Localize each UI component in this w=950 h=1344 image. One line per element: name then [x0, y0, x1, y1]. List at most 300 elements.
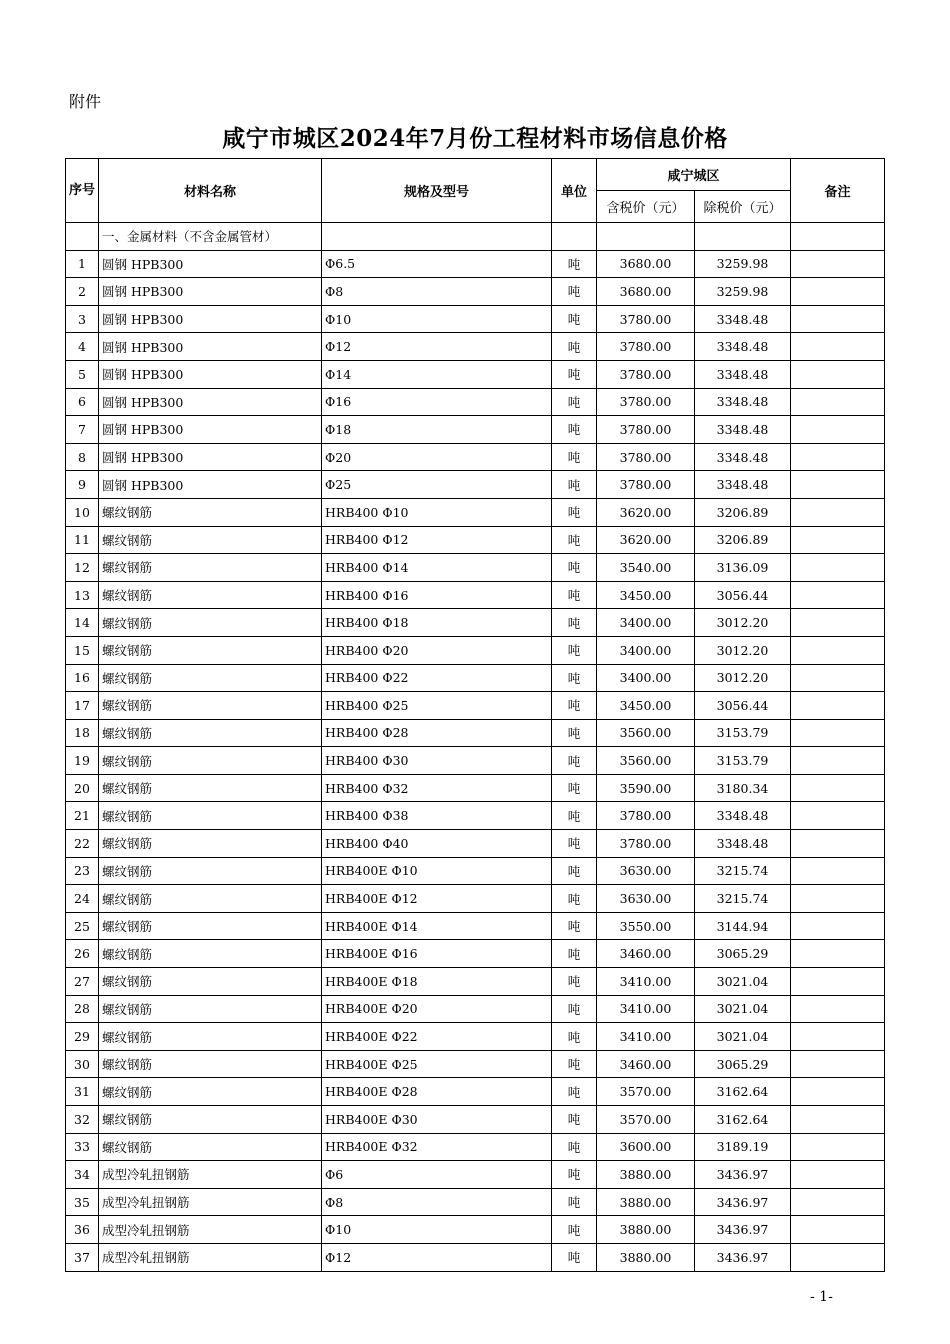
price-notax-cell: 3162.64 [695, 1078, 791, 1106]
price-tax-cell: 3590.00 [597, 774, 695, 802]
unit-cell: 吨 [552, 1106, 597, 1134]
material-name-cell: 螺纹钢筋 [99, 1106, 322, 1134]
spec-cell: HRB400 Φ40 [322, 830, 552, 858]
material-name-cell: 螺纹钢筋 [99, 1078, 322, 1106]
category-empty-cell [791, 223, 885, 251]
table-row [66, 940, 885, 968]
seq-cell: 11 [66, 526, 99, 554]
seq-cell: 7 [66, 416, 99, 444]
table-row [66, 830, 885, 858]
price-tax-cell: 3460.00 [597, 940, 695, 968]
unit-cell: 吨 [552, 802, 597, 830]
seq-cell: 1 [66, 250, 99, 278]
seq-cell: 3 [66, 305, 99, 333]
material-name-cell: 螺纹钢筋 [99, 774, 322, 802]
spec-cell: HRB400 Φ28 [322, 719, 552, 747]
material-name-cell: 螺纹钢筋 [99, 526, 322, 554]
unit-cell: 吨 [552, 940, 597, 968]
price-notax-cell: 3162.64 [695, 1106, 791, 1134]
material-name-cell: 螺纹钢筋 [99, 554, 322, 582]
price-notax-cell: 3348.48 [695, 802, 791, 830]
remark-cell [791, 305, 885, 333]
price-tax-cell: 3780.00 [597, 416, 695, 444]
price-tax-cell: 3880.00 [597, 1216, 695, 1244]
seq-cell: 24 [66, 885, 99, 913]
price-notax-cell: 3348.48 [695, 830, 791, 858]
unit-cell: 吨 [552, 554, 597, 582]
table-row [66, 498, 885, 526]
spec-cell: Φ12 [322, 333, 552, 361]
price-tax-cell: 3880.00 [597, 1243, 695, 1271]
spec-cell: HRB400 Φ25 [322, 692, 552, 720]
spec-cell: HRB400E Φ18 [322, 968, 552, 996]
price-tax-cell: 3410.00 [597, 1023, 695, 1051]
table-row [66, 554, 885, 582]
price-notax-cell: 3348.48 [695, 388, 791, 416]
spec-cell: Φ25 [322, 471, 552, 499]
table-row [66, 305, 885, 333]
remark-cell [791, 250, 885, 278]
table-row [66, 443, 885, 471]
remark-cell [791, 912, 885, 940]
seq-cell: 8 [66, 443, 99, 471]
seq-cell: 25 [66, 912, 99, 940]
price-notax-cell: 3215.74 [695, 885, 791, 913]
seq-cell: 26 [66, 940, 99, 968]
price-tax-cell: 3400.00 [597, 664, 695, 692]
spec-cell: Φ6 [322, 1161, 552, 1189]
category-empty-cell [695, 223, 791, 251]
price-tax-cell: 3400.00 [597, 636, 695, 664]
seq-cell: 20 [66, 774, 99, 802]
material-name-cell: 螺纹钢筋 [99, 830, 322, 858]
seq-cell: 2 [66, 278, 99, 306]
unit-cell: 吨 [552, 250, 597, 278]
spec-cell: HRB400E Φ10 [322, 857, 552, 885]
spec-cell: Φ14 [322, 360, 552, 388]
unit-cell: 吨 [552, 995, 597, 1023]
spec-cell: HRB400E Φ28 [322, 1078, 552, 1106]
table-row [66, 1133, 885, 1161]
price-tax-cell: 3600.00 [597, 1133, 695, 1161]
remark-cell [791, 692, 885, 720]
price-notax-cell: 3259.98 [695, 250, 791, 278]
remark-cell [791, 388, 885, 416]
remark-cell [791, 581, 885, 609]
price-tax-cell: 3450.00 [597, 581, 695, 609]
price-tax-cell: 3680.00 [597, 250, 695, 278]
table-row [66, 692, 885, 720]
table-row [66, 360, 885, 388]
spec-cell: HRB400E Φ25 [322, 1050, 552, 1078]
unit-cell: 吨 [552, 1133, 597, 1161]
material-name-cell: 螺纹钢筋 [99, 968, 322, 996]
spec-cell: HRB400E Φ14 [322, 912, 552, 940]
price-tax-cell: 3880.00 [597, 1188, 695, 1216]
price-tax-cell: 3780.00 [597, 360, 695, 388]
price-notax-cell: 3144.94 [695, 912, 791, 940]
unit-cell: 吨 [552, 664, 597, 692]
unit-cell: 吨 [552, 885, 597, 913]
unit-cell: 吨 [552, 498, 597, 526]
unit-cell: 吨 [552, 636, 597, 664]
material-name-cell: 螺纹钢筋 [99, 664, 322, 692]
spec-cell: HRB400 Φ22 [322, 664, 552, 692]
price-tax-cell: 3880.00 [597, 1161, 695, 1189]
seq-cell: 16 [66, 664, 99, 692]
unit-cell: 吨 [552, 1243, 597, 1271]
price-notax-cell: 3153.79 [695, 747, 791, 775]
material-name-cell: 成型冷轧扭钢筋 [99, 1161, 322, 1189]
table-row [66, 1188, 885, 1216]
seq-cell: 33 [66, 1133, 99, 1161]
table-row [66, 636, 885, 664]
material-name-cell: 螺纹钢筋 [99, 609, 322, 637]
unit-cell: 吨 [552, 912, 597, 940]
seq-cell: 14 [66, 609, 99, 637]
seq-cell: 31 [66, 1078, 99, 1106]
table-row [66, 388, 885, 416]
seq-cell: 19 [66, 747, 99, 775]
price-notax-cell: 3189.19 [695, 1133, 791, 1161]
remark-cell [791, 554, 885, 582]
material-name-cell: 圆钢 HPB300 [99, 416, 322, 444]
table-row [66, 664, 885, 692]
remark-cell [791, 774, 885, 802]
remark-cell [791, 1050, 885, 1078]
price-tax-cell: 3780.00 [597, 802, 695, 830]
spec-cell: HRB400 Φ38 [322, 802, 552, 830]
remark-cell [791, 747, 885, 775]
header-remark: 备注 [791, 159, 885, 223]
table-row [66, 250, 885, 278]
material-name-cell: 成型冷轧扭钢筋 [99, 1216, 322, 1244]
remark-cell [791, 498, 885, 526]
material-name-cell: 螺纹钢筋 [99, 636, 322, 664]
remark-cell [791, 1161, 885, 1189]
table-row [66, 1050, 885, 1078]
unit-cell: 吨 [552, 1050, 597, 1078]
table-row [66, 912, 885, 940]
remark-cell [791, 360, 885, 388]
seq-cell: 15 [66, 636, 99, 664]
material-name-cell: 圆钢 HPB300 [99, 388, 322, 416]
table-row [66, 885, 885, 913]
document-title: 咸宁市城区2024年7月份工程材料市场信息价格 [222, 125, 728, 152]
spec-cell: Φ16 [322, 388, 552, 416]
spec-cell: HRB400E Φ30 [322, 1106, 552, 1134]
remark-cell [791, 1078, 885, 1106]
page-number: - 1- [810, 1289, 833, 1305]
seq-cell: 22 [66, 830, 99, 858]
material-name-cell: 成型冷轧扭钢筋 [99, 1188, 322, 1216]
category-row [66, 223, 885, 251]
table-row [66, 747, 885, 775]
price-notax-cell: 3180.34 [695, 774, 791, 802]
seq-cell: 10 [66, 498, 99, 526]
remark-cell [791, 885, 885, 913]
remark-cell [791, 940, 885, 968]
price-notax-cell: 3021.04 [695, 968, 791, 996]
header-spec: 规格及型号 [322, 159, 552, 223]
price-table [65, 158, 885, 1272]
unit-cell: 吨 [552, 1188, 597, 1216]
price-notax-cell: 3021.04 [695, 1023, 791, 1051]
header-seq: 序号 [66, 159, 99, 223]
remark-cell [791, 443, 885, 471]
price-notax-cell: 3348.48 [695, 416, 791, 444]
table-row [66, 1216, 885, 1244]
spec-cell: Φ8 [322, 1188, 552, 1216]
spec-cell: Φ10 [322, 1216, 552, 1244]
seq-cell: 32 [66, 1106, 99, 1134]
seq-cell: 27 [66, 968, 99, 996]
price-notax-cell: 3056.44 [695, 692, 791, 720]
seq-cell: 6 [66, 388, 99, 416]
material-name-cell: 成型冷轧扭钢筋 [99, 1243, 322, 1271]
spec-cell: Φ18 [322, 416, 552, 444]
spec-cell: Φ8 [322, 278, 552, 306]
table-row [66, 471, 885, 499]
price-notax-cell: 3436.97 [695, 1243, 791, 1271]
price-notax-cell: 3348.48 [695, 360, 791, 388]
seq-cell: 34 [66, 1161, 99, 1189]
remark-cell [791, 1106, 885, 1134]
material-name-cell: 圆钢 HPB300 [99, 360, 322, 388]
seq-cell: 9 [66, 471, 99, 499]
remark-cell [791, 333, 885, 361]
price-tax-cell: 3400.00 [597, 609, 695, 637]
price-notax-cell: 3065.29 [695, 940, 791, 968]
material-name-cell: 螺纹钢筋 [99, 857, 322, 885]
unit-cell: 吨 [552, 719, 597, 747]
table-row [66, 1078, 885, 1106]
table-row [66, 968, 885, 996]
seq-cell: 12 [66, 554, 99, 582]
price-notax-cell: 3348.48 [695, 333, 791, 361]
spec-cell: HRB400E Φ16 [322, 940, 552, 968]
seq-cell: 37 [66, 1243, 99, 1271]
unit-cell: 吨 [552, 609, 597, 637]
remark-cell [791, 802, 885, 830]
price-notax-cell: 3056.44 [695, 581, 791, 609]
table-row [66, 1243, 885, 1271]
unit-cell: 吨 [552, 968, 597, 996]
spec-cell: HRB400 Φ14 [322, 554, 552, 582]
seq-cell: 35 [66, 1188, 99, 1216]
material-name-cell: 圆钢 HPB300 [99, 443, 322, 471]
seq-cell: 28 [66, 995, 99, 1023]
spec-cell: Φ10 [322, 305, 552, 333]
price-notax-cell: 3436.97 [695, 1216, 791, 1244]
price-tax-cell: 3630.00 [597, 857, 695, 885]
remark-cell [791, 636, 885, 664]
seq-cell: 17 [66, 692, 99, 720]
table-row [66, 1161, 885, 1189]
material-name-cell: 螺纹钢筋 [99, 498, 322, 526]
seq-cell: 4 [66, 333, 99, 361]
remark-cell [791, 664, 885, 692]
material-name-cell: 螺纹钢筋 [99, 1133, 322, 1161]
unit-cell: 吨 [552, 747, 597, 775]
material-name-cell: 螺纹钢筋 [99, 912, 322, 940]
header-name: 材料名称 [99, 159, 322, 223]
material-name-cell: 圆钢 HPB300 [99, 471, 322, 499]
price-tax-cell: 3450.00 [597, 692, 695, 720]
unit-cell: 吨 [552, 333, 597, 361]
price-notax-cell: 3021.04 [695, 995, 791, 1023]
unit-cell: 吨 [552, 388, 597, 416]
price-notax-cell: 3348.48 [695, 305, 791, 333]
unit-cell: 吨 [552, 1078, 597, 1106]
remark-cell [791, 830, 885, 858]
remark-cell [791, 719, 885, 747]
price-tax-cell: 3780.00 [597, 388, 695, 416]
material-name-cell: 螺纹钢筋 [99, 885, 322, 913]
material-name-cell: 圆钢 HPB300 [99, 278, 322, 306]
seq-cell: 36 [66, 1216, 99, 1244]
table-row [66, 333, 885, 361]
price-notax-cell: 3348.48 [695, 471, 791, 499]
price-notax-cell: 3348.48 [695, 443, 791, 471]
price-tax-cell: 3410.00 [597, 968, 695, 996]
unit-cell: 吨 [552, 857, 597, 885]
material-name-cell: 螺纹钢筋 [99, 692, 322, 720]
spec-cell: HRB400E Φ32 [322, 1133, 552, 1161]
price-notax-cell: 3206.89 [695, 526, 791, 554]
seq-cell: 18 [66, 719, 99, 747]
price-notax-cell: 3259.98 [695, 278, 791, 306]
material-name-cell: 螺纹钢筋 [99, 1023, 322, 1051]
price-notax-cell: 3436.97 [695, 1188, 791, 1216]
price-notax-cell: 3436.97 [695, 1161, 791, 1189]
unit-cell: 吨 [552, 305, 597, 333]
header-region: 咸宁城区 [597, 159, 791, 191]
unit-cell: 吨 [552, 1023, 597, 1051]
attachment-label: 附件 [69, 92, 102, 111]
table-row [66, 581, 885, 609]
unit-cell: 吨 [552, 278, 597, 306]
spec-cell: Φ12 [322, 1243, 552, 1271]
unit-cell: 吨 [552, 360, 597, 388]
spec-cell: HRB400E Φ22 [322, 1023, 552, 1051]
spec-cell: HRB400 Φ12 [322, 526, 552, 554]
remark-cell [791, 968, 885, 996]
table-row [66, 1023, 885, 1051]
table-row [66, 774, 885, 802]
unit-cell: 吨 [552, 1161, 597, 1189]
unit-cell: 吨 [552, 526, 597, 554]
table-row [66, 802, 885, 830]
remark-cell [791, 857, 885, 885]
table-row [66, 278, 885, 306]
price-notax-cell: 3136.09 [695, 554, 791, 582]
header-price-notax: 除税价（元） [695, 191, 791, 223]
category-label: 一、金属材料（不含金属管材） [99, 223, 322, 251]
spec-cell: HRB400 Φ16 [322, 581, 552, 609]
table-row [66, 416, 885, 444]
price-tax-cell: 3540.00 [597, 554, 695, 582]
price-tax-cell: 3780.00 [597, 443, 695, 471]
price-notax-cell: 3153.79 [695, 719, 791, 747]
table-row [66, 995, 885, 1023]
price-tax-cell: 3560.00 [597, 719, 695, 747]
remark-cell [791, 609, 885, 637]
price-notax-cell: 3012.20 [695, 664, 791, 692]
material-name-cell: 螺纹钢筋 [99, 940, 322, 968]
material-name-cell: 螺纹钢筋 [99, 802, 322, 830]
price-tax-cell: 3570.00 [597, 1078, 695, 1106]
seq-cell: 5 [66, 360, 99, 388]
table-row [66, 526, 885, 554]
material-name-cell: 螺纹钢筋 [99, 581, 322, 609]
remark-cell [791, 1023, 885, 1051]
remark-cell [791, 471, 885, 499]
price-tax-cell: 3550.00 [597, 912, 695, 940]
header-price-tax: 含税价（元） [597, 191, 695, 223]
price-tax-cell: 3460.00 [597, 1050, 695, 1078]
table-row [66, 719, 885, 747]
spec-cell: HRB400E Φ12 [322, 885, 552, 913]
remark-cell [791, 1133, 885, 1161]
unit-cell: 吨 [552, 774, 597, 802]
price-notax-cell: 3012.20 [695, 636, 791, 664]
spec-cell: HRB400 Φ32 [322, 774, 552, 802]
table-row [66, 1106, 885, 1134]
spec-cell: HRB400 Φ10 [322, 498, 552, 526]
price-tax-cell: 3410.00 [597, 995, 695, 1023]
price-tax-cell: 3620.00 [597, 498, 695, 526]
price-tax-cell: 3780.00 [597, 830, 695, 858]
unit-cell: 吨 [552, 692, 597, 720]
unit-cell: 吨 [552, 581, 597, 609]
seq-cell: 29 [66, 1023, 99, 1051]
spec-cell: Φ20 [322, 443, 552, 471]
spec-cell: HRB400 Φ20 [322, 636, 552, 664]
material-name-cell: 圆钢 HPB300 [99, 250, 322, 278]
spec-cell: Φ6.5 [322, 250, 552, 278]
seq-cell: 21 [66, 802, 99, 830]
unit-cell: 吨 [552, 416, 597, 444]
seq-cell: 23 [66, 857, 99, 885]
remark-cell [791, 278, 885, 306]
table-row [66, 857, 885, 885]
seq-cell: 13 [66, 581, 99, 609]
category-empty-cell [597, 223, 695, 251]
spec-cell: HRB400E Φ20 [322, 995, 552, 1023]
unit-cell: 吨 [552, 471, 597, 499]
material-name-cell: 螺纹钢筋 [99, 747, 322, 775]
price-tax-cell: 3630.00 [597, 885, 695, 913]
price-tax-cell: 3780.00 [597, 471, 695, 499]
price-notax-cell: 3206.89 [695, 498, 791, 526]
spec-cell: HRB400 Φ18 [322, 609, 552, 637]
remark-cell [791, 526, 885, 554]
remark-cell [791, 995, 885, 1023]
price-tax-cell: 3570.00 [597, 1106, 695, 1134]
price-tax-cell: 3680.00 [597, 278, 695, 306]
material-name-cell: 螺纹钢筋 [99, 995, 322, 1023]
unit-cell: 吨 [552, 830, 597, 858]
remark-cell [791, 1188, 885, 1216]
category-seq-cell [66, 223, 99, 251]
price-tax-cell: 3780.00 [597, 305, 695, 333]
price-notax-cell: 3215.74 [695, 857, 791, 885]
material-name-cell: 螺纹钢筋 [99, 1050, 322, 1078]
spec-cell: HRB400 Φ30 [322, 747, 552, 775]
price-notax-cell: 3065.29 [695, 1050, 791, 1078]
price-tax-cell: 3780.00 [597, 333, 695, 361]
